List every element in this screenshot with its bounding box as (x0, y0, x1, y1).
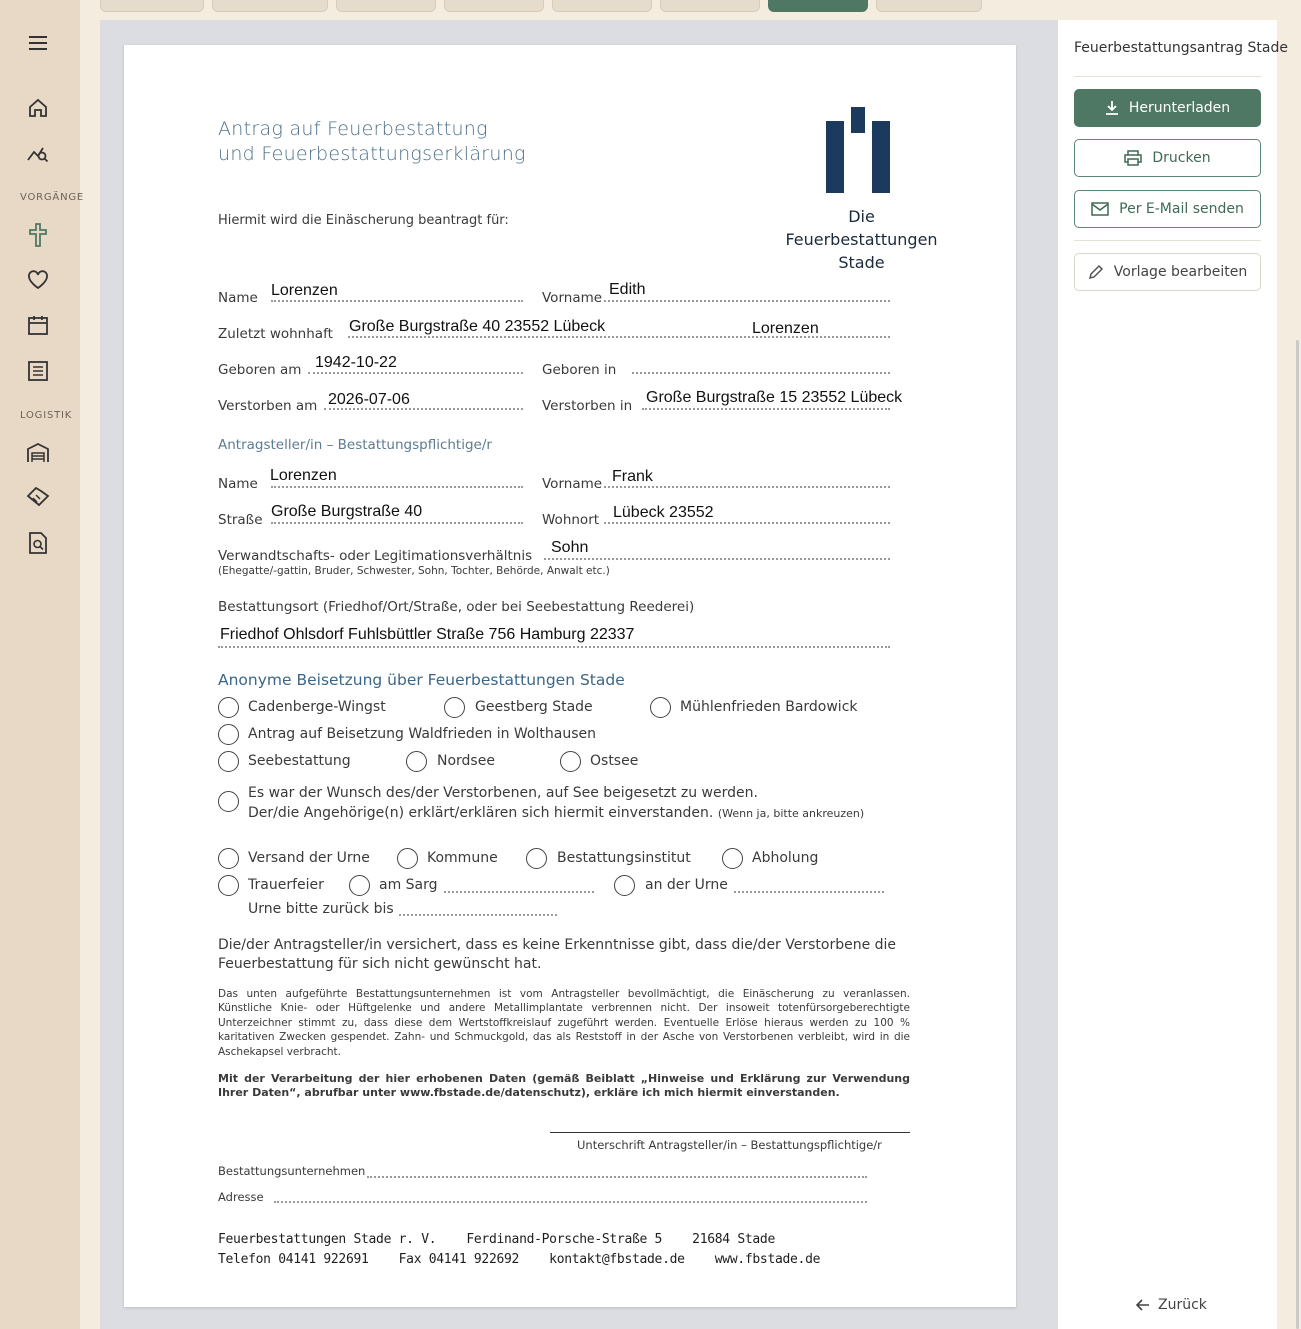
back-label: Zurück (1158, 1297, 1207, 1313)
sidebar (0, 0, 85, 1329)
logo-line-2: Stade (838, 253, 885, 272)
radio-abholung[interactable] (722, 848, 743, 869)
radio-cadenberge[interactable] (218, 697, 239, 718)
wunsch-hint: (Wenn ja, bitte ankreuzen) (717, 807, 865, 820)
section-logistik: LOGISTIK (20, 410, 73, 421)
wunsch-line2-text: Der/die Angehörige(n) erklärt/erklären sich hiermit einverstanden. (248, 805, 714, 821)
label-urne-zurueck: Urne bitte zurück bis (248, 901, 394, 917)
radio-kommune[interactable] (397, 848, 418, 869)
label-am-sarg: am Sarg (379, 877, 438, 893)
verstorben-in-value[interactable]: Große Burgstraße 15 23552 Lübeck (646, 389, 903, 406)
list-icon[interactable] (24, 357, 52, 385)
verstorben-in-label: Verstorben in (542, 398, 633, 414)
label-kommune: Kommune (427, 850, 498, 866)
bestattungsort-value[interactable]: Friedhof Ohlsdorf Fuhlsbüttler Straße 756 Hamburg 22337 (220, 626, 635, 643)
label-geestberg: Geestberg Stade (475, 699, 593, 715)
tab-1[interactable] (100, 0, 204, 12)
verstorben-am-value[interactable]: 2026-07-06 (328, 391, 410, 408)
panel-divider (1074, 76, 1261, 77)
radio-bestattungsinstitut[interactable] (526, 848, 547, 869)
label-waldfrieden: Antrag auf Beisetzung Waldfrieden in Wolthausen (248, 726, 596, 742)
strasse-value[interactable]: Große Burgstraße 40 (271, 503, 423, 520)
tab-5[interactable] (552, 0, 652, 12)
title-line-1: Antrag auf Feuerbestattung (218, 118, 488, 140)
warehouse-icon[interactable] (24, 439, 52, 467)
radio-geestberg[interactable] (444, 697, 465, 718)
label-cadenberge: Cadenberge-Wingst (248, 699, 386, 715)
applicant-name-label: Name (218, 476, 258, 492)
fine-print: Das unten aufgeführte Bestattungsunternehmen ist vom Antragsteller bevollmächtigt, die Einäscherung zu veranlassen. Künstliche Knie- oder Hüftgelenke und andere Metallimplantate verbrennen nicht. Der insoweit totenfürsorgeberechtigte Unterzeichner stimmt zu, dass diese dem Wertstoffkreislauf zugeführt werden. Eventuelle Erlöse hieraus werden zu 100 % karitativen Zwecken gespendet. Zahn- und Schmuckgold, das als Reststoff in der Asche von Verstorbenen verbleibt, wird in die Aschekapsel verbracht. (218, 988, 910, 1058)
radio-am-sarg[interactable] (349, 875, 370, 896)
radio-ostsee[interactable] (560, 751, 581, 772)
handshake-icon[interactable] (24, 483, 52, 511)
panel-title: Feuerbestattungsantrag Stade (1074, 40, 1288, 56)
label-abholung: Abholung (752, 850, 819, 866)
label-wunsch-line2 (248, 805, 864, 821)
wohnort-label: Wohnort (542, 512, 600, 528)
tab-2[interactable] (212, 0, 328, 12)
verhaeltnis-value[interactable]: Sohn (551, 539, 589, 556)
menu-icon[interactable] (24, 29, 52, 57)
geboren-am-label: Geboren am (218, 362, 302, 378)
label-bestattungsinstitut: Bestattungsinstitut (557, 850, 691, 866)
tab-8[interactable] (876, 0, 982, 12)
label-trauerfeier: Trauerfeier (248, 877, 324, 893)
datenschutz-text: Mit der Verarbeitung der hier erhobenen Daten (gemäß Beiblatt „Hinweise und Erklärung zur Verwendung Ihrer Daten“, abrufbar unter www.fbstade.de/datenschutz), erkläre ich mich hiermit einverstanden. (218, 1072, 910, 1100)
logo-mark (784, 107, 944, 202)
edit-template-button[interactable] (1074, 253, 1261, 291)
scrollbar[interactable] (1296, 340, 1299, 1329)
verstorben-am-label: Verstorben am (218, 398, 318, 414)
radio-wunsch[interactable] (218, 791, 239, 812)
radio-trauerfeier[interactable] (218, 875, 239, 896)
wohnhaft-extra-value[interactable]: Lorenzen (752, 320, 819, 337)
email-button[interactable] (1074, 190, 1261, 228)
logo-line-1: Die Feuerbestattungen (785, 207, 938, 249)
label-versand: Versand der Urne (248, 850, 370, 866)
label-ostsee: Ostsee (590, 753, 639, 769)
section-vorgaenge: VORGÄNGE (20, 192, 85, 203)
home-icon[interactable] (24, 94, 52, 122)
footer-line-2: Telefon 04141 922691 Fax 04141 922692 kontakt@fbstade.de www.fbstade.de (218, 1252, 821, 1267)
document-viewer (100, 20, 1058, 1329)
tab-4[interactable] (444, 0, 544, 12)
label-an-der-urne: an der Urne (645, 877, 728, 893)
applicant-heading: Antragsteller/in – Bestattungspflichtige/r (218, 437, 492, 453)
print-label: Drucken (1152, 150, 1211, 166)
label-seebestattung: Seebestattung (248, 753, 351, 769)
email-label: Per E-Mail senden (1119, 201, 1244, 217)
edit-label: Vorlage bearbeiten (1113, 264, 1248, 280)
wohnort-value[interactable]: Lübeck 23552 (613, 504, 714, 521)
radio-nordsee[interactable] (406, 751, 427, 772)
tab-active[interactable] (768, 0, 868, 12)
versicherung-text: Die/der Antragsteller/in versichert, dass es keine Erkenntnisse gibt, dass die/der Verstorbene die Feuerbestattung für sich nicht gewünscht hat. (218, 937, 897, 972)
label-muehlenfrieden: Mühlenfrieden Bardowick (680, 699, 858, 715)
panel-divider-2 (1074, 240, 1261, 241)
intro-text: Hiermit wird die Einäscherung beantragt für: (218, 213, 509, 228)
wohnhaft-label: Zuletzt wohnhaft (218, 326, 333, 342)
deceased-vorname-label: Vorname (542, 290, 603, 306)
calendar-icon[interactable] (24, 311, 52, 339)
cross-icon[interactable] (24, 221, 52, 249)
signature-label: Unterschrift Antragsteller/in – Bestattungspflichtige/r (577, 1138, 882, 1152)
radio-an-der-urne[interactable] (614, 875, 635, 896)
radio-versand[interactable] (218, 848, 239, 869)
back-button[interactable] (1136, 1297, 1207, 1313)
label-nordsee: Nordsee (437, 753, 495, 769)
deceased-name-value[interactable]: Lorenzen (271, 282, 338, 299)
geboren-in-label: Geboren in (542, 362, 617, 378)
analytics-icon[interactable] (24, 139, 52, 167)
download-icon (1105, 100, 1119, 116)
printer-icon (1124, 150, 1142, 166)
heart-icon[interactable] (24, 266, 52, 294)
logo-text (784, 205, 939, 274)
download-label: Herunterladen (1128, 100, 1231, 116)
download-button[interactable] (1074, 89, 1261, 127)
adresse-label: Adresse (218, 1190, 264, 1204)
arrow-left-icon (1136, 1299, 1150, 1311)
document-search-icon[interactable] (24, 529, 52, 557)
geboren-am-value[interactable]: 1942-10-22 (315, 354, 397, 371)
applicant-vorname-label: Vorname (542, 476, 603, 492)
unternehmen-label: Bestattungsunternehmen (218, 1164, 366, 1178)
radio-waldfrieden[interactable] (218, 724, 239, 745)
deceased-vorname-value[interactable]: Edith (609, 281, 646, 298)
strasse-label: Straße (218, 512, 263, 528)
print-button[interactable] (1074, 139, 1261, 177)
footer-line-1: Feuerbestattungen Stade r. V. Ferdinand-Porsche-Straße 5 21684 Stade (218, 1232, 775, 1247)
company-logo (784, 107, 944, 272)
applicant-vorname-value[interactable]: Frank (612, 468, 653, 485)
verhaeltnis-hint: (Ehegatte/-gattin, Bruder, Schwester, Sohn, Tochter, Behörde, Anwalt etc.) (218, 565, 610, 577)
anonym-heading: Anonyme Beisetzung über Feuerbestattungen Stade (218, 671, 625, 689)
bestattungsort-label: Bestattungsort (Friedhof/Ort/Straße, oder bei Seebestattung Reederei) (218, 599, 695, 615)
radio-muehlenfrieden[interactable] (650, 697, 671, 718)
right-panel (1058, 20, 1288, 1329)
tab-3[interactable] (336, 0, 436, 12)
label-wunsch-line1: Es war der Wunsch des/der Verstorbenen, auf See beigesetzt zu werden. (248, 785, 758, 801)
tab-6[interactable] (660, 0, 760, 12)
document-page (124, 45, 1016, 1307)
radio-seebestattung[interactable] (218, 751, 239, 772)
mail-icon (1091, 202, 1109, 216)
title-line-2: und Feuerbestattungserklärung (218, 143, 526, 165)
deceased-name-label: Name (218, 290, 258, 306)
document-title (218, 117, 526, 167)
signature-line[interactable] (550, 1132, 910, 1133)
wohnhaft-value[interactable]: Große Burgstraße 40 23552 Lübeck (349, 318, 606, 335)
pencil-icon (1088, 264, 1104, 280)
applicant-name-value[interactable]: Lorenzen (270, 467, 337, 484)
verhaeltnis-label: Verwandtschafts- oder Legitimationsverhältnis (218, 548, 533, 564)
